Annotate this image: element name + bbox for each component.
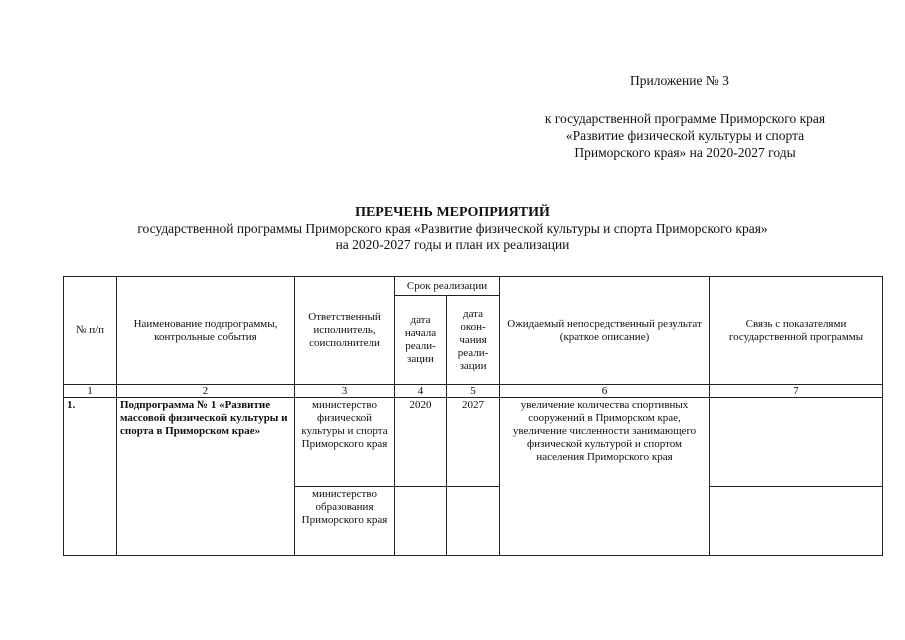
column-number: 2 <box>117 385 295 398</box>
column-number: 4 <box>395 385 447 398</box>
appendix-line-3: Приморского края» на 2020-2027 годы <box>574 145 796 160</box>
column-number-row <box>64 385 883 398</box>
row-responsible-1: министерство физической культуры и спорта Приморского края <box>295 398 395 487</box>
document-subtitle-1: государственной программы Приморского края «Развитие физической культуры и спорта Приморского края» <box>137 221 768 236</box>
header-link: Связь с показателями государственной программы <box>710 277 883 385</box>
column-number: 6 <box>500 385 710 398</box>
column-number: 7 <box>710 385 883 398</box>
row-end-empty <box>447 487 500 556</box>
row-end: 2027 <box>447 398 500 487</box>
column-number: 1 <box>64 385 117 398</box>
header-period: Срок реализации <box>395 277 500 296</box>
column-number: 3 <box>295 385 395 398</box>
row-num: 1. <box>64 398 117 556</box>
document-subtitle-2: на 2020-2027 годы и план их реализации <box>335 237 570 252</box>
header-num: № п/п <box>64 277 117 385</box>
row-start: 2020 <box>395 398 447 487</box>
row-link <box>710 398 883 487</box>
header-row <box>64 277 883 296</box>
row-responsible-2: министерство образования Приморского края <box>295 487 395 556</box>
header-responsible: Ответственный исполнитель, соисполнители <box>295 277 395 385</box>
document-heading <box>0 205 905 253</box>
header-start: дата начала реали-зации <box>395 296 447 385</box>
column-number: 5 <box>447 385 500 398</box>
row-result: увеличение количества спортивных сооружений в Приморском крае, увеличение численности занимающего физической культурой и спортом населения Приморского края <box>500 398 710 556</box>
appendix-description <box>520 110 850 161</box>
row-start-empty <box>395 487 447 556</box>
row-name: Подпрограмма № 1 «Развитие массовой физической культуры и спорта в Приморском крае» <box>117 398 295 556</box>
appendix-line-2: «Развитие физической культуры и спорта <box>565 128 805 143</box>
appendix-title: Приложение № 3 <box>630 73 729 88</box>
header-end: дата окон-чания реали-зации <box>447 296 500 385</box>
header-name: Наименование подпрограммы, контрольные события <box>117 277 295 385</box>
appendix-line-1: к государственной программе Приморского края <box>544 111 826 126</box>
measures-table <box>63 276 883 556</box>
row-link-empty <box>710 487 883 556</box>
header-result: Ожидаемый непосредственный результат (краткое описание) <box>500 277 710 385</box>
table-row <box>64 398 883 487</box>
document-title: ПЕРЕЧЕНЬ МЕРОПРИЯТИЙ <box>355 205 550 220</box>
